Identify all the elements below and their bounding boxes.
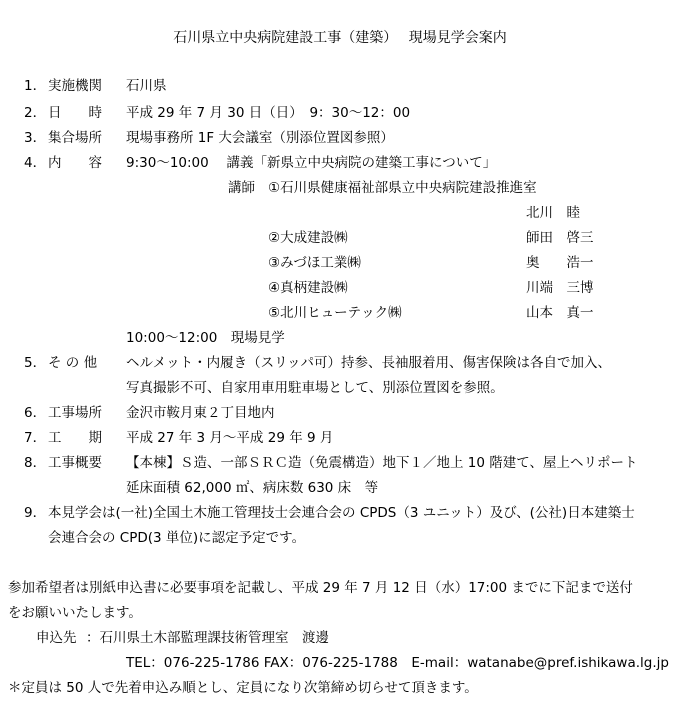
item-number: 1． (24, 78, 47, 94)
item-label: 工 期 (48, 430, 102, 446)
destination-label: 申込先 (36, 630, 77, 646)
item-value: 金沢市鞍月東２丁目地内 (126, 405, 275, 421)
capacity-note: ＊定員は 50 人で先着申込み順とし、定員になり次第締め切らせて頂きます。 (8, 680, 478, 696)
item-value: 石川県 (126, 78, 167, 94)
item-value: 9:30～10:00 講義「新県立中央病院の建築工事について」 (126, 155, 497, 171)
item-number: 8． (24, 455, 47, 471)
speaker-org: ⑤北川ヒューテック㈱ (268, 305, 402, 321)
item-value: 会連合会の CPD(3 単位)に認定予定です。 (48, 530, 306, 546)
contact-info: TEL：076-225-1786 FAX：076-225-1788 E-mail：watanabe@pref.ishikawa.lg.jp (126, 655, 669, 671)
item-number: 3． (24, 130, 47, 146)
speaker-org: ②大成建設㈱ (268, 230, 348, 246)
item-value: 本見学会は(一社)全国土木施工管理技士会連合会の CPDS（3 ユニット）及び、(公社)日本建築士 (48, 505, 635, 521)
item-label: 工事場所 (48, 405, 102, 421)
speaker-org: ①石川県健康福祉部県立中央病院建設推進室 (268, 180, 537, 196)
item-label: 内 容 (48, 155, 102, 171)
item-label: 集合場所 (48, 130, 102, 146)
speaker-org: ④真柄建設㈱ (268, 280, 348, 296)
item-value: 平成 27 年 3 月～平成 29 年 9 月 (126, 430, 334, 446)
speaker-org: ③みづほ工業㈱ (268, 255, 361, 271)
lecturer-label: 講師 (228, 180, 255, 196)
item-number: 5． (24, 355, 47, 371)
item-number: 2． (24, 105, 47, 121)
item-number: 7． (24, 430, 47, 446)
speaker-name: 山本 真一 (526, 305, 594, 321)
application-text: 参加希望者は別紙申込書に必要事項を記載し、平成 29 年 7 月 12 日（水）17:00 までに下記まで送付 (8, 580, 633, 596)
item-label: 工事概要 (48, 455, 102, 471)
item-value: ヘルメット・内履き（スリッパ可）持参、長袖服着用、傷害保険は各自で加入、 (126, 355, 612, 371)
speaker-name: 奥 浩一 (526, 255, 594, 271)
item-value: 【本棟】Ｓ造、一部ＳＲＣ造（免震構造）地下１／地上 10 階建て、屋上ヘリポート (126, 455, 638, 471)
document-title: 石川県立中央病院建設工事（建築） 現場見学会案内 (173, 30, 507, 46)
item-label: そ の 他 (48, 355, 98, 371)
item-number: 9． (24, 505, 47, 521)
item-value: 平成 29 年 7 月 30 日（日） 9：30～12：00 (126, 105, 411, 121)
item-value: 写真撮影不可、自家用車用駐車場として、別添位置図を参照。 (126, 380, 504, 396)
speaker-name: 北川 睦 (526, 205, 580, 221)
application-text: をお願いいたします。 (8, 605, 142, 621)
item-label: 実施機関 (48, 78, 102, 94)
speaker-name: 川端 三博 (526, 280, 594, 296)
item-value: 現場事務所 1F 大会議室（別添位置図参照） (126, 130, 394, 146)
speaker-name: 師田 啓三 (526, 230, 594, 246)
item-label: 日 時 (48, 105, 102, 121)
item-number: 4． (24, 155, 47, 171)
site-tour-time: 10:00～12:00 現場見学 (126, 330, 285, 346)
destination-value: ：石川県土木部監理課技術管理室 渡邊 (86, 630, 329, 646)
item-number: 6． (24, 405, 47, 421)
item-value: 延床面積 62,000 ㎡、病床数 630 床 等 (126, 480, 379, 496)
